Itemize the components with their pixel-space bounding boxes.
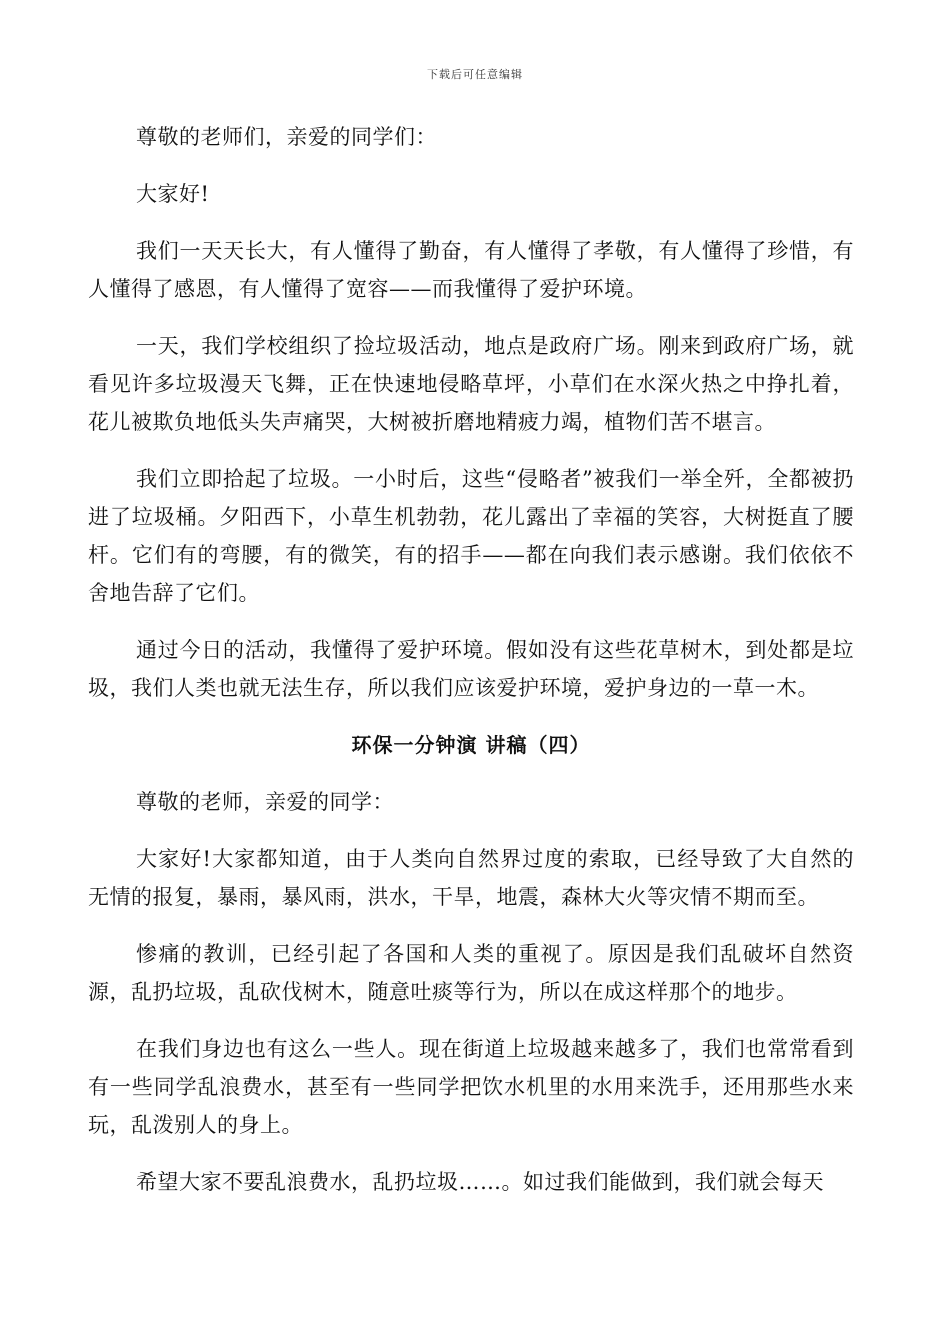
document-body bbox=[88, 118, 854, 1220]
header-note: 下载后可任意编辑 bbox=[427, 68, 523, 81]
paragraph-greeting: 大家好! bbox=[136, 182, 210, 206]
paragraph-salutation: 尊敬的老师，亲爱的同学： bbox=[136, 790, 394, 814]
paragraph: 惨痛的教训，已经引起了各国和人类的重视了。原因是我们乱破坏自然资源，乱扔垃圾，乱砍伐树木，随意吐痰等行为，所以在成这样那个的地步。 bbox=[88, 942, 854, 1004]
paragraph: 一天，我们学校组织了捡垃圾活动，地点是政府广场。刚来到政府广场，就看见许多垃圾漫天飞舞，正在快速地侵略草坪，小草们在水深火热之中挣扎着，花儿被欺负地低头失声痛哭，大树被折磨地精疲力竭，植物们苦不堪言。 bbox=[88, 334, 854, 434]
paragraph-salutation: 尊敬的老师们，亲爱的同学们： bbox=[136, 125, 437, 149]
section-title: 环保一分钟演 讲稿（四） bbox=[351, 733, 591, 757]
paragraph: 通过今日的活动，我懂得了爱护环境。假如没有这些花草树木，到处都是垃圾，我们人类也就无法生存，所以我们应该爱护环境，爱护身边的一草一木。 bbox=[88, 638, 854, 700]
paragraph: 在我们身边也有这么一些人。现在街道上垃圾越来越多了，我们也常常看到有一些同学乱浪费水，甚至有一些同学把饮水机里的水用来洗手，还用那些水来玩，乱泼别人的身上。 bbox=[88, 1037, 854, 1137]
paragraph: 大家好!大家都知道，由于人类向自然界过度的索取，已经导致了大自然的无情的报复，暴雨，暴风雨，洪水，干旱，地震，森林大火等灾情不期而至。 bbox=[88, 847, 854, 909]
paragraph: 希望大家不要乱浪费水，乱扔垃圾……。如过我们能做到，我们就会每天 bbox=[136, 1170, 824, 1194]
paragraph: 我们一天天长大，有人懂得了勤奋，有人懂得了孝敬，有人懂得了珍惜，有人懂得了感恩，有人懂得了宽容——而我懂得了爱护环境。 bbox=[88, 239, 854, 301]
paragraph: 我们立即拾起了垃圾。一小时后，这些“侵略者”被我们一举全歼，全都被扔进了垃圾桶。夕阳西下，小草生机勃勃，花儿露出了幸福的笑容，大树挺直了腰杆。它们有的弯腰，有的微笑，有的招手——都在向我们表示感谢。我们依依不舍地告辞了它们。 bbox=[88, 467, 854, 605]
